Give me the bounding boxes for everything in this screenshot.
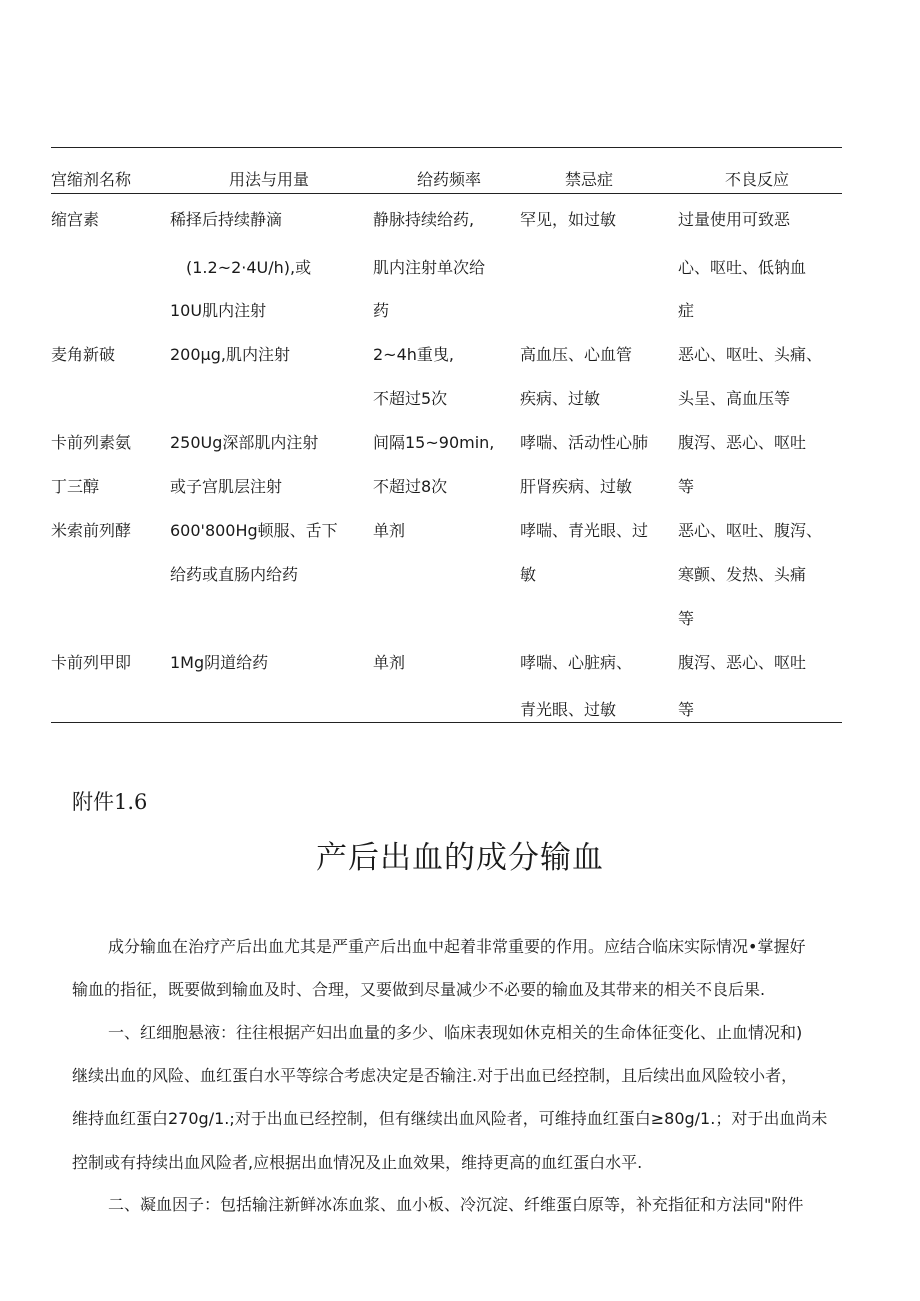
- paragraph-line: 一、红细胞悬液：往往根据产妇出血量的多少、临床表现如休克相关的生命体征变化、止血情况和): [108, 1023, 803, 1042]
- table-cell: 麦角新破: [51, 345, 116, 364]
- table-cell: 丁三醇: [51, 477, 100, 496]
- table-cell: 恶心、呕吐、腹泻、: [678, 521, 823, 540]
- table-cell: 静脉持续给药,: [373, 210, 475, 229]
- table-cell: 间隔15~90min,: [373, 433, 495, 452]
- table-bottom-rule: [51, 722, 842, 723]
- table-cell: 腹泻、恶心、呕吐: [678, 433, 807, 452]
- table-top-rule: [51, 147, 842, 148]
- table-cell: 2~4h重曳,: [373, 345, 454, 364]
- table-cell: 心、呕吐、低钠血: [678, 258, 807, 277]
- table-cell: 等: [678, 700, 695, 719]
- table-cell: 寒颤、发热、头痛: [678, 565, 807, 584]
- header-name: 宫缩剂名称: [51, 170, 132, 189]
- table-cell: 过量使用可致恶: [678, 210, 791, 229]
- table-cell: 缩宫素: [51, 210, 100, 229]
- table-cell: 米索前列酵: [51, 521, 132, 540]
- table-cell: 给药或直肠内给药: [170, 565, 299, 584]
- table-cell: 不超过5次: [373, 389, 448, 408]
- table-cell: 高血压、心血管: [520, 345, 633, 364]
- table-cell: 稀择后持续静滴: [170, 210, 283, 229]
- table-cell: 不超过8次: [373, 477, 448, 496]
- table-cell: 200μg,肌内注射: [170, 345, 290, 364]
- table-cell: 哮喘、活动性心肺: [520, 433, 649, 452]
- paragraph-line: 控制或有持续出血风险者,应根据出血情况及止血效果，维持更高的血红蛋白水平.: [72, 1153, 643, 1172]
- paragraph-line: 维持血红蛋白270g/1.;对于出血已经控制，但有继续出血风险者，可维持血红蛋白≥80g/1.；对于出血尚未: [72, 1109, 828, 1128]
- table-cell: 头呈、高血压等: [678, 389, 791, 408]
- header-frequency: 给药频率: [417, 170, 482, 189]
- table-cell: 等: [678, 609, 695, 628]
- table-cell: 恶心、呕吐、头痛、: [678, 345, 823, 364]
- table-cell: 敏: [520, 565, 537, 584]
- attachment-label: 附件1.6: [72, 790, 148, 814]
- table-cell: 哮喘、心脏病、: [520, 653, 633, 672]
- paragraph-line: 输血的指征，既要做到输血及时、合理，又要做到尽量减少不必要的输血及其带来的相关不良后果.: [72, 980, 766, 999]
- header-adverse: 不良反应: [725, 170, 790, 189]
- table-cell: 罕见，如过敏: [520, 210, 617, 229]
- table-cell: 肌内注射单次给: [373, 258, 486, 277]
- table-cell: 或子宫肌层注射: [170, 477, 283, 496]
- table-cell: 卡前列甲即: [51, 653, 132, 672]
- table-cell: 腹泻、恶心、呕吐: [678, 653, 807, 672]
- table-cell: 600'800Hg顿服、舌下: [170, 521, 338, 540]
- table-cell: 青光眼、过敏: [520, 700, 617, 719]
- table-cell: 1Mg阴道给药: [170, 653, 269, 672]
- table-cell: 药: [373, 301, 390, 320]
- table-cell: 10U肌内注射: [170, 301, 267, 320]
- paragraph-line: 成分输血在治疗产后出血尤其是严重产后出血中起着非常重要的作用。应结合临床实际情况•掌握好: [108, 937, 806, 956]
- header-contraindication: 禁忌症: [565, 170, 614, 189]
- table-cell: 单剂: [373, 521, 406, 540]
- table-header-rule: [51, 193, 842, 194]
- table-cell: 肝肾疾病、过敏: [520, 477, 633, 496]
- table-cell: 哮喘、青光眼、过: [520, 521, 649, 540]
- section-title: 产后出血的成分输血: [316, 840, 604, 876]
- paragraph-line: 继续出血的风险、血红蛋白水平等综合考虑决定是否输注.对于出血已经控制，且后续出血风险较小者，: [72, 1066, 798, 1085]
- table-cell: 等: [678, 477, 695, 496]
- paragraph-line: 二、凝血因子：包括输注新鲜冰冻血浆、血小板、冷沉淀、纤维蛋白原等，补充指征和方法同"附件: [108, 1195, 804, 1214]
- table-cell: 250Ug深部肌内注射: [170, 433, 319, 452]
- table-cell: 症: [678, 301, 695, 320]
- table-cell: 疾病、过敏: [520, 389, 601, 408]
- table-cell: (1.2~2·4U/h),或: [186, 258, 312, 277]
- header-usage: 用法与用量: [229, 170, 310, 189]
- table-cell: 单剂: [373, 653, 406, 672]
- table-cell: 卡前列素氨: [51, 433, 132, 452]
